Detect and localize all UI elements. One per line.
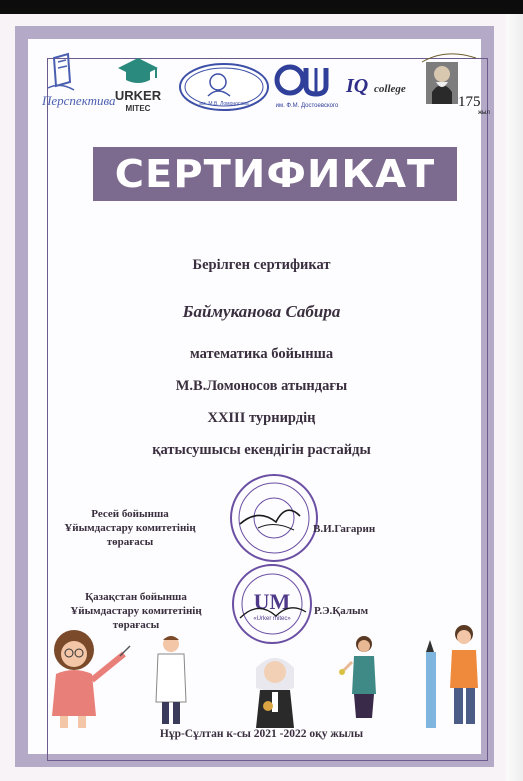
recipient-name: Баймуканова Сабира bbox=[182, 302, 341, 321]
iq-college-logo bbox=[344, 72, 420, 100]
lomonosov-illustration bbox=[246, 648, 304, 734]
dostoevsky-logo-text: им. Ф.М. Достоевского bbox=[275, 103, 339, 109]
college-logo-text: college bbox=[374, 83, 406, 95]
russia-chair-label bbox=[40, 507, 220, 549]
title-banner bbox=[93, 147, 457, 201]
russia-label-line3: төрағасы bbox=[106, 536, 154, 548]
kz-stamp-center: UM bbox=[253, 589, 291, 614]
kz-label-line1: Қазақстан бойынша bbox=[85, 591, 187, 603]
kz-chair-name: Р.Э.Қалым bbox=[314, 605, 369, 617]
abai-years: 175 bbox=[458, 94, 481, 110]
tournament-number-line: XXIII турнирдің bbox=[207, 410, 316, 426]
subject-line: математика бойынша bbox=[189, 346, 334, 362]
kz-stamp-sub: «Urker mitec» bbox=[253, 616, 291, 622]
woman-illustration bbox=[340, 632, 386, 730]
russia-stamp bbox=[228, 472, 320, 564]
scan-right-edge bbox=[506, 14, 523, 781]
russia-chair-name: В.И.Гагарин bbox=[313, 523, 376, 535]
abai-175-logo bbox=[416, 48, 494, 116]
svg-text:IQ: IQ bbox=[346, 75, 369, 97]
student-with-pencil-illustration bbox=[424, 622, 484, 732]
kz-label-line3: төрағасы bbox=[112, 619, 160, 631]
lomonosov-logo-text: им. М.В. Ломоносова bbox=[199, 101, 249, 107]
scan-top-edge bbox=[0, 0, 523, 14]
kz-stamp bbox=[230, 562, 314, 646]
tournament-line: М.В.Ломоносов атындағы bbox=[175, 378, 348, 394]
urker-logo-sub: MITEC bbox=[125, 104, 151, 113]
teacher-illustration bbox=[38, 624, 132, 730]
scientist-illustration bbox=[150, 632, 192, 728]
footer-city-year: Нұр-Сұлтан к-сы 2021 -2022 оқу жылы bbox=[159, 728, 364, 740]
lomonosov-logo bbox=[178, 62, 270, 112]
perspektiva-logo bbox=[40, 52, 116, 110]
kz-label-line2: Ұйымдастару комитетінің bbox=[70, 605, 202, 617]
confirmation-line: қатысушысы екендігін растайды bbox=[152, 442, 371, 458]
given-text: Берілген сертификат bbox=[192, 257, 331, 273]
perspektiva-logo-text: Перспектива bbox=[42, 93, 116, 108]
certificate-title: СЕРТИФИКАТ bbox=[114, 152, 436, 196]
dostoevsky-logo bbox=[270, 62, 344, 112]
urker-logo-name: URKER bbox=[114, 88, 162, 103]
russia-label-line1: Ресей бойынша bbox=[91, 508, 169, 520]
abai-unit: жыл bbox=[478, 110, 490, 116]
urker-logo bbox=[112, 56, 164, 116]
russia-label-line2: Ұйымдастару комитетінің bbox=[64, 522, 196, 534]
